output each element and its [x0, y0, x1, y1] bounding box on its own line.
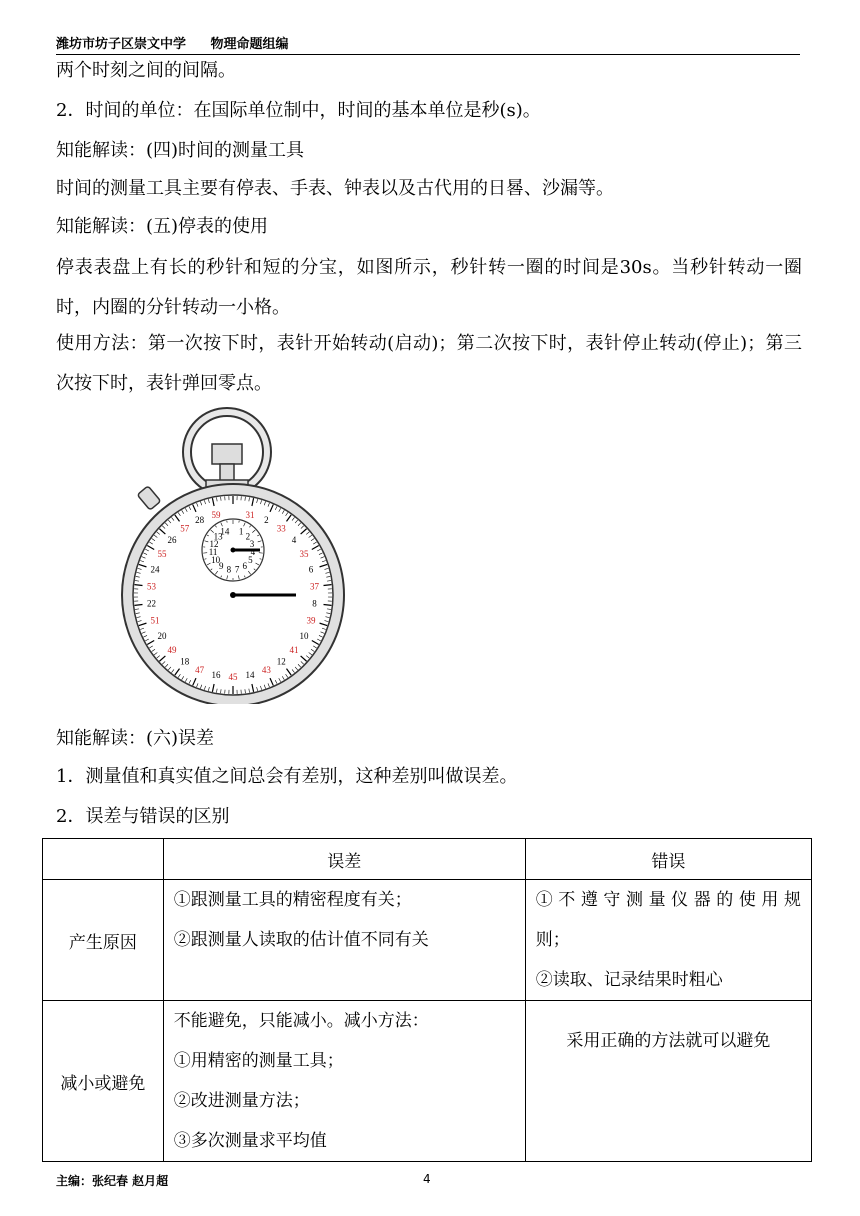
second-hand-pivot: [230, 592, 236, 598]
cell-line: 采用正确的方法就可以避免: [566, 1031, 771, 1051]
dial-label: 31: [245, 509, 255, 520]
school-name: 潍坊市坊子区崇文中学: [56, 37, 187, 52]
subdial-label: 5: [248, 555, 253, 565]
dial-label: 41: [289, 644, 299, 655]
cell-line: ③多次测量求平均值: [173, 1131, 327, 1151]
subdial-label: 8: [226, 564, 232, 575]
dial-label: 20: [157, 631, 167, 641]
dial-label: 35: [299, 549, 309, 559]
cell-line: ①跟测量工具的精密程度有关；: [173, 890, 412, 910]
stopwatch-side-button: [137, 486, 161, 510]
subdial-label: 14: [220, 526, 230, 537]
dial-label: 10: [299, 631, 309, 641]
text-line: 2．时间的单位：在国际单位制中，时间的基本单位是秒(s)。: [56, 100, 541, 121]
dial-label: 37: [310, 581, 320, 592]
dial-label: 24: [150, 564, 160, 575]
subdial-label: 7: [234, 564, 240, 575]
header-error: 误差: [163, 839, 525, 880]
dial-label: 43: [261, 664, 271, 675]
dial-label: 18: [180, 656, 190, 667]
dial-label: 39: [306, 615, 316, 626]
cell-line: 不能避免，只能减小。减小方法：: [173, 1011, 429, 1031]
page-number: 4: [423, 1172, 431, 1186]
subdial-label: 2: [245, 531, 251, 542]
subdial-label: 4: [250, 547, 256, 558]
cell-cause-mistake: [525, 880, 811, 1001]
cell-line: ①不遵守测量仪器的使用规: [535, 890, 801, 910]
table-header-row: [43, 839, 812, 880]
dial-label: 45: [228, 672, 238, 682]
cell-line: ②改进测量方法；: [173, 1091, 310, 1111]
subdial-label: 3: [249, 538, 255, 549]
subdial-label: 9: [218, 561, 224, 572]
text-line: 2．误差与错误的区别: [56, 806, 230, 827]
dial-label: 47: [195, 664, 205, 675]
text-line: 时间的测量工具主要有停表、手表、钟表以及古代用的日晷、沙漏等。: [56, 178, 614, 199]
cell-line: ②跟测量人读取的估计值不同有关: [173, 930, 429, 950]
minute-hand-pivot: [231, 548, 236, 553]
dial-label: 14: [245, 670, 255, 681]
subdial-label: 13: [213, 531, 223, 542]
dial-label: 55: [157, 549, 167, 559]
row-label-cause: 产生原因: [43, 880, 164, 1001]
paragraph: 使用方法：第一次按下时，表针开始转动(启动)；第二次按下时，表针停止转动(停止)；第三次按下时，表针弹回零点。: [56, 333, 802, 394]
outer-tick: [135, 605, 143, 606]
dial-label: 28: [195, 515, 205, 526]
page-footer: [56, 1172, 556, 1189]
cell-line: ①用精密的测量工具；: [173, 1051, 344, 1071]
dial-label: 4: [291, 535, 297, 546]
dial-label: 2: [264, 515, 269, 526]
dial-label: 49: [167, 644, 177, 655]
outer-tick: [324, 605, 332, 606]
text-line: 两个时刻之间的间隔。: [56, 60, 236, 81]
text-line: 1．测量值和真实值之间总会有差别，这种差别叫做误差。: [56, 766, 518, 787]
paragraph: 停表表盘上有长的秒针和短的分宝，如图所示，秒针转一圈的时间是30s。当秒针转动一圈时，内圈的分针转动一小格。: [56, 257, 802, 318]
dial-label: 33: [276, 523, 286, 534]
cell-line: ②读取、记录结果时粗心: [535, 970, 723, 990]
outer-tick: [324, 585, 332, 586]
error-comparison-table: [42, 838, 812, 1162]
section-heading: 知能解读：(四)时间的测量工具: [56, 140, 305, 161]
subdial-label: 10: [211, 555, 221, 565]
cell-reduce-mistake: [525, 1001, 811, 1162]
footer-editors: 主编：张纪春 赵月超: [56, 1174, 169, 1188]
dial-label: 22: [146, 598, 156, 609]
table-row-cause: [43, 880, 812, 1001]
dial-label: 51: [150, 615, 160, 626]
subdial-label: 6: [242, 561, 248, 572]
outer-tick: [135, 585, 143, 586]
dial-label: 59: [211, 509, 221, 520]
subdial-label: 1: [238, 526, 244, 537]
dial-label: 26: [167, 535, 177, 546]
cell-line: 则；: [535, 930, 570, 950]
section-heading: 知能解读：(五)停表的使用: [56, 216, 269, 237]
dial-label: 12: [276, 656, 286, 667]
dial-label: 57: [180, 523, 190, 534]
page-header: [56, 36, 800, 55]
dial-label: 6: [308, 564, 314, 575]
cell-reduce-error: [163, 1001, 525, 1162]
stopwatch-figure: [116, 400, 356, 704]
row-label-reduce: 减小或避免: [43, 1001, 164, 1162]
subdial-label: 11: [208, 547, 218, 558]
stopwatch-crown: [212, 444, 242, 464]
dial-label: 8: [312, 598, 317, 609]
header-mistake: 错误: [525, 839, 811, 880]
table-row-reduce: [43, 1001, 812, 1162]
subdial-label: 12: [209, 538, 219, 549]
cell-cause-error: [163, 880, 525, 1001]
table-corner-cell: [43, 839, 164, 880]
section-heading: 知能解读：(六)误差: [56, 728, 215, 749]
dial-label: 53: [146, 581, 156, 592]
dial-label: 16: [211, 670, 221, 681]
group-name: 物理命题组编: [210, 37, 289, 52]
